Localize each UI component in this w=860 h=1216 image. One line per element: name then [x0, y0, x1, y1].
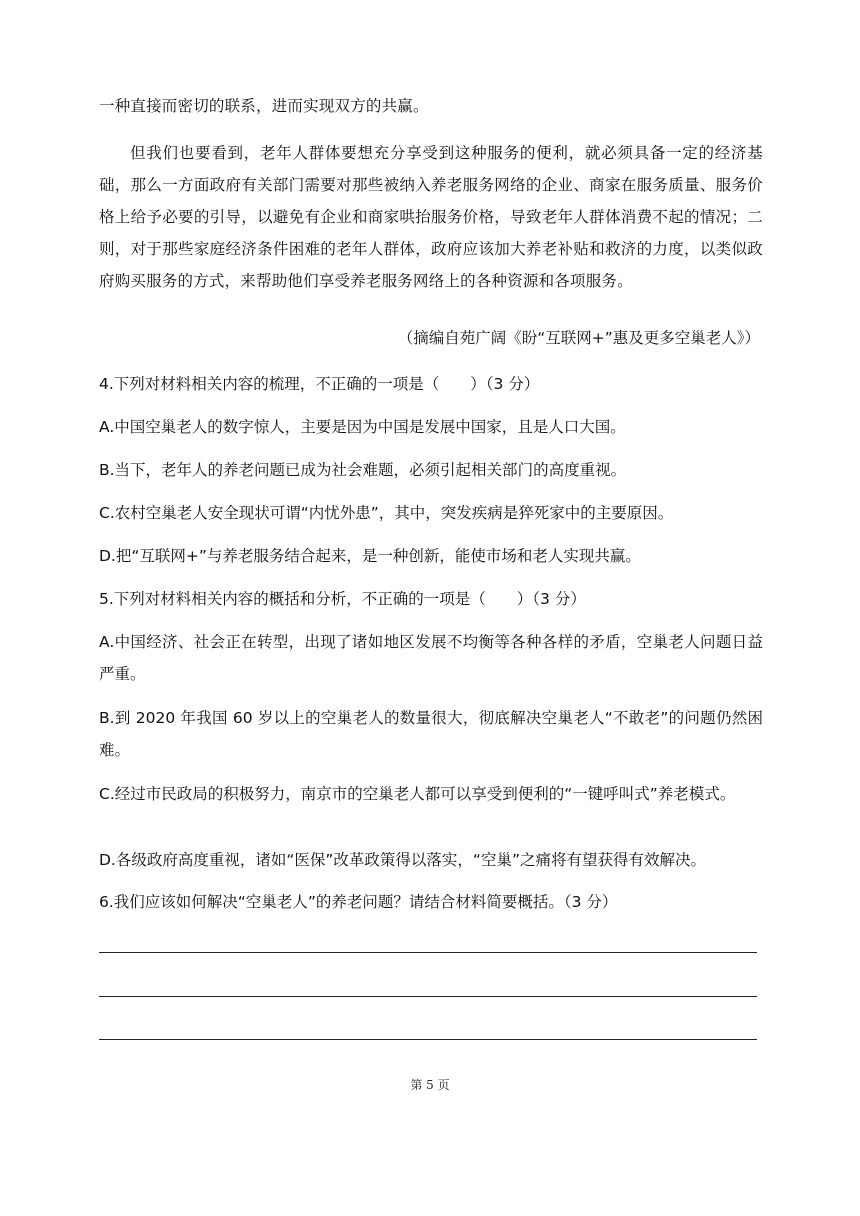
answer-line [99, 1039, 757, 1040]
page-number: 第 5 页 [410, 1078, 450, 1092]
question-4-option-a: A.中国空巢老人的数字惊人，主要是因为中国是发展中国家，且是人口大国。 [99, 418, 626, 436]
passage-source: （摘编自苑广阔《盼“互联网+”惠及更多空巢老人》） [397, 329, 760, 347]
passage-continuation: 一种直接而密切的联系，进而实现双方的共赢。 [99, 97, 429, 115]
question-4-stem: 4.下列对材料相关内容的梳理，不正确的一项是（ ）（3 分） [99, 375, 540, 393]
question-5-option-c: C.经过市民政局的积极努力，南京市的空巢老人都可以享受到便利的“一键呼叫式”养老模式。 [99, 785, 736, 803]
passage-paragraph: 但我们也要看到，老年人群体要想充分享受到这种服务的便利，就必须具备一定的经济基础，那么一方面政府有关部门需要对那些被纳入养老服务网络的企业、商家在服务质量、服务价格上给予必要的引导，以避免有企业和商家哄抬服务价格，导致老年人群体消费不起的情况；二则，对于那些家庭经济条件困难的老年人群体，政府应该加大养老补贴和救济的力度，以类似政府购买服务的方式，来帮助他们享受养老服务网络上的各种资源和各项服务。 [99, 144, 763, 290]
question-6-stem: 6.我们应该如何解决“空巢老人”的养老问题？请结合材料简要概括。（3 分） [99, 893, 618, 911]
question-5-option-d: D.各级政府高度重视，诸如“医保”改革政策得以落实，“空巢”之痛将有望获得有效解决。 [99, 851, 706, 869]
question-5-stem: 5.下列对材料相关内容的概括和分析，不正确的一项是（ ）（3 分） [99, 590, 586, 608]
answer-line [99, 952, 757, 953]
question-4-option-d: D.把“互联网+”与养老服务结合起来，是一种创新，能使市场和老人实现共赢。 [99, 547, 641, 565]
question-5-option-a: A.中国经济、社会正在转型，出现了诸如地区发展不均衡等各种各样的矛盾，空巢老人问题日益严重。 [99, 633, 763, 683]
answer-line [99, 996, 757, 997]
question-4-option-c: C.农村空巢老人安全现状可谓“内忧外患”，其中，突发疾病是猝死家中的主要原因。 [99, 504, 674, 522]
question-4-option-b: B.当下，老年人的养老问题已成为社会难题，必须引起相关部门的高度重视。 [99, 461, 627, 479]
question-5-option-b: B.到 2020 年我国 60 岁以上的空巢老人的数量很大，彻底解决空巢老人“不敢老”的问题仍然困难。 [99, 709, 763, 759]
